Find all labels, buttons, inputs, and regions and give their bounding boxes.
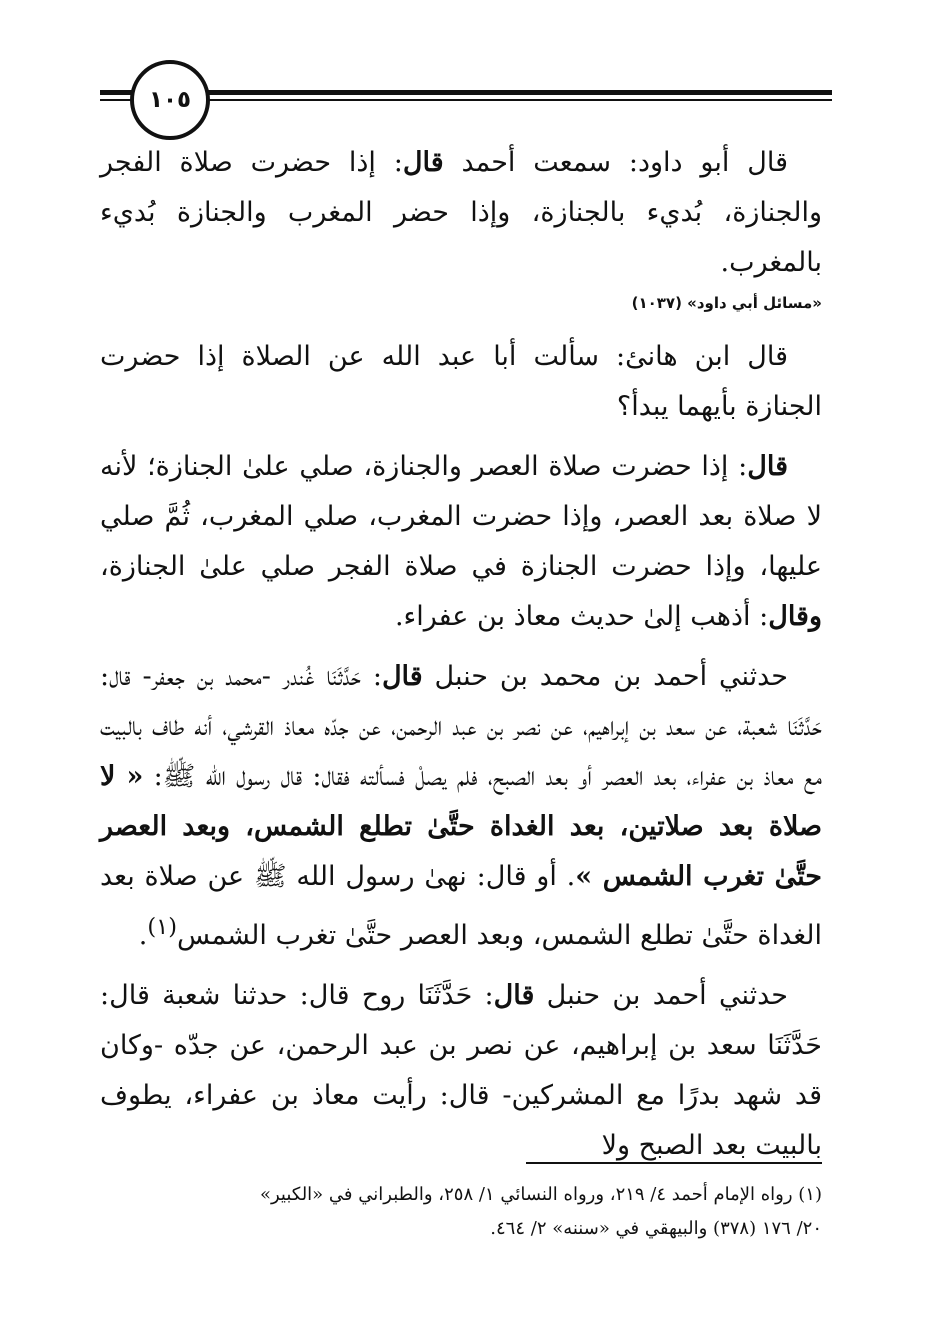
page-number: ١٠٥ xyxy=(130,60,210,140)
source-citation: «مسائل أبي داود» (١٠٣٧) xyxy=(631,294,822,312)
footnote-marker[interactable]: (١) xyxy=(147,914,178,940)
keyword-qal: قال xyxy=(402,147,444,178)
text-run: . xyxy=(138,920,148,951)
paragraph-answer xyxy=(100,442,822,642)
paragraph-hadith-1 xyxy=(100,652,822,961)
keyword-qal: قال xyxy=(493,980,535,1011)
text-run: قال أبو داود: سمعت أحمد xyxy=(443,147,788,178)
hadith-quote: « لا صلاة بعد صلاتين، بعد الغداة حتَّىٰ تطلع الشمس، وبعد العصر حتَّىٰ تغرب الشمس » xyxy=(100,761,822,892)
text-run: حدثني أحمد بن محمد بن حنبل xyxy=(422,661,788,692)
header-rule-thick xyxy=(100,90,832,95)
paragraph-abu-dawud xyxy=(100,138,822,288)
footnote-separator xyxy=(526,1162,822,1164)
text-run: : حَدَّثَنَا روح قال: حدثنا شعبة قال: حَدَّثَنَا سعد بن إبراهيم، عن نصر بن عبد الرحمن، عن جدّه -وكان قد شهد بدرًا مع المشركين- قال: رأيت معاذ بن عفراء، يطوف بالبيت بعد الصبح ولا xyxy=(100,980,822,1161)
text-run: : حَدَّثَنَا غُندر -محمد بن جعفر- قال: حَدَّثَنَا شعبة، عن سعد بن إبراهيم، عن نصر بن عبد الرحمن، عن جدّه معاذ القرشي، أنه طاف بالبيت مع معاذ بن عفراء، بعد العصر أو بعد الصبح، فلم يصلْ فسألته فقال: قال رسول الله ﷺ: xyxy=(100,661,822,792)
keyword-waqal: وقال xyxy=(768,601,822,632)
text-run: حدثني أحمد بن حنبل xyxy=(534,980,788,1011)
keyword-qal: قال xyxy=(747,451,788,482)
footnote-line: (١) رواه الإمام أحمد ٤/ ٢١٩، ورواه النسائي ١/ ٢٥٨، والطبراني في «الكبير» xyxy=(259,1184,822,1205)
paragraph-hadith-2 xyxy=(100,971,822,1171)
text-run: : إذا حضرت صلاة العصر والجنازة، صلي علىٰ الجنازة؛ لأنه لا صلاة بعد العصر، وإذا حضرت المغرب، صلي المغرب، ثُمَّ صلي عليها، وإذا حضرت الجنازة في صلاة الفجر صلي علىٰ الجنازة، xyxy=(100,451,822,582)
page-body xyxy=(100,138,822,1171)
keyword-qal: قال xyxy=(381,661,423,692)
text-run: : إذا حضرت صلاة الفجر والجنازة، بُديء بالجنازة، وإذا حضر المغرب والجنازة بُديء بالمغرب. xyxy=(100,147,822,278)
page-header xyxy=(0,0,936,140)
text-run: : أذهب إلىٰ حديث معاذ بن عفراء. xyxy=(394,601,769,632)
footnote-line: ٢٠/ ١٧٦ (٣٧٨) والبيهقي في «سننه» ٢/ ٤٦٤. xyxy=(490,1218,822,1239)
footnotes xyxy=(100,1178,822,1246)
paragraph-ibn-hani: قال ابن هانئ: سألت أبا عبد الله عن الصلاة إذا حضرت الجنازة بأيهما يبدأ؟ xyxy=(100,341,822,422)
text-run: . أو قال: نهىٰ رسول الله ﷺ عن صلاة بعد الغداة حتَّىٰ تطلع الشمس، وبعد العصر حتَّىٰ تغرب الشمس xyxy=(100,861,822,951)
